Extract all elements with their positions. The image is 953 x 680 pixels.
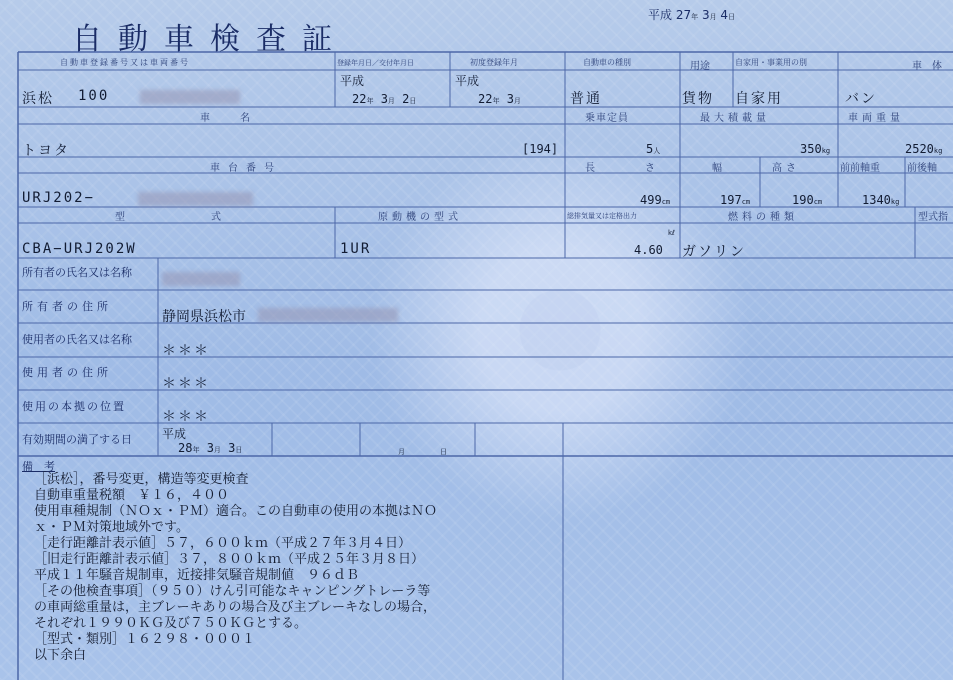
issue-month: 3: [701, 8, 710, 22]
body-shape-value: バン: [845, 91, 877, 107]
body-shape-label: 車 体: [912, 61, 942, 72]
issue-era: 平成: [648, 8, 673, 22]
registration-number-label: 自動車登録番号又は車両番号: [60, 58, 190, 67]
user-name-label: 使用者の氏名又は名称: [22, 333, 132, 346]
user-address-label: 使用者の住所: [22, 366, 112, 379]
month-unit: 月: [213, 446, 221, 454]
private-value: 自家用: [735, 91, 783, 107]
remarks-line: 自動車重量税額 ￥１６，４００: [34, 488, 230, 503]
max-load-unit: kg: [821, 147, 831, 155]
fuel-type-label: 燃料の種類: [728, 212, 798, 223]
width-number: 197: [720, 193, 742, 207]
remarks-line: ［浜松］，番号変更，構造等変更検査: [34, 472, 249, 487]
maker: トヨタ: [22, 143, 70, 159]
month-unit: 月: [709, 13, 717, 21]
length-unit: cm: [661, 198, 671, 206]
remarks-line: ｘ・ＰＭ対策地域外です。: [34, 520, 189, 535]
width-value: [720, 193, 750, 207]
rear-axle-label: 前後軸: [907, 163, 937, 174]
displacement-value: 4.60: [634, 243, 663, 257]
height-unit: cm: [813, 198, 823, 206]
reg-date: [352, 92, 416, 106]
remarks-block: [34, 472, 437, 664]
vehicle-weight-unit: kg: [933, 147, 943, 155]
max-load-label: 最大積載量: [700, 113, 770, 124]
chassis-label: 車台番号: [210, 163, 282, 174]
user-address-value: ＊＊＊: [162, 376, 210, 392]
displacement-label: 総排気量又は定格出力: [567, 212, 637, 220]
expiry-label: 有効期間の満了する日: [22, 433, 132, 446]
vehicle-weight-label: 車両重量: [848, 113, 904, 124]
front-axle-number: 1340: [862, 193, 891, 207]
issue-date: [648, 6, 735, 23]
expiry-date: [178, 441, 242, 455]
height-number: 190: [792, 193, 814, 207]
fuel-type-value: ガソリン: [682, 244, 746, 260]
plate-area: 浜松: [22, 91, 54, 107]
vehicle-name-label: 車 名: [200, 113, 250, 124]
expiry-day: 3: [228, 441, 236, 455]
first-era: 平成: [455, 74, 480, 88]
owner-name-label: 所有者の氏名又は名称: [22, 266, 132, 279]
reg-day: 2: [402, 92, 410, 106]
year-unit: 年: [366, 97, 374, 105]
private-business-label: 自家用・事業用の別: [735, 58, 807, 67]
remarks-line: ［旧走行距離計表示値］３７，８００ｋｍ（平成２５年３月８日）: [34, 552, 425, 567]
day-unit: 日: [409, 97, 417, 105]
max-load-number: 350: [800, 142, 822, 156]
remarks-label: 備 考: [22, 460, 55, 473]
redacted-chassis-serial: [138, 192, 253, 206]
month-unit: 月: [513, 97, 521, 105]
issue-year: 27: [675, 8, 692, 22]
first-year: 22: [478, 92, 493, 106]
owner-address-value: 静岡県浜松市: [162, 309, 246, 325]
plate-class: 100: [78, 88, 110, 104]
first-month: 3: [506, 92, 514, 106]
issue-day: 4: [720, 8, 729, 22]
user-name-value: ＊＊＊: [162, 343, 210, 359]
width-label: 幅: [712, 163, 723, 174]
capacity-unit: 人: [653, 147, 661, 155]
reg-year: 22: [352, 92, 367, 106]
vehicle-kind: 普通: [570, 91, 602, 107]
year-unit: 年: [492, 97, 500, 105]
use-value: 貨物: [682, 91, 714, 107]
base-location-value: ＊＊＊: [162, 409, 210, 425]
day-unit: 日: [728, 13, 736, 21]
chassis-number: URJ202−: [22, 190, 96, 206]
engine-type-label: 原動機の型式: [378, 212, 462, 223]
length-value: [640, 193, 670, 207]
front-axle-label: 前前軸重: [840, 163, 880, 174]
height-value: [792, 193, 822, 207]
redacted-owner-address: [258, 308, 398, 322]
width-unit: cm: [741, 198, 751, 206]
registration-date-label: 登録年月日／交付年月日: [337, 59, 414, 67]
month-unit: 月: [387, 97, 395, 105]
reg-era: 平成: [340, 74, 365, 88]
year-unit: 年: [691, 13, 699, 21]
model-designation-label: 型式指: [918, 212, 948, 223]
remarks-line: 平成１１年騒音規制車，近接排気騒音規制値 ９６ｄＢ: [34, 568, 360, 583]
model-label: 型 式: [115, 212, 235, 223]
first-registration-date: [478, 92, 521, 106]
remarks-line: 使用車種規制（ＮＯｘ・ＰＭ）適合。この自動車の使用の本拠はＮＯ: [34, 504, 438, 519]
owner-address-label: 所有者の住所: [22, 300, 112, 313]
day-unit: 日: [235, 446, 243, 454]
expiry-month: 3: [206, 441, 214, 455]
engine-type-value: 1UR: [340, 241, 372, 257]
remarks-line: ［その他検査事項］（９５０）けん引可能なキャンピングトレーラ等: [34, 584, 431, 599]
redacted-owner-name: [162, 272, 240, 286]
vehicle-kind-label: 自動車の種別: [583, 58, 631, 67]
max-load-value: [800, 142, 830, 156]
vehicle-weight-value: [905, 142, 942, 156]
remarks-line: それぞれ１９９０ＫＧ及び７５０ＫＧとする。: [34, 616, 308, 631]
reg-month: 3: [380, 92, 388, 106]
length-label: 長さ: [585, 163, 705, 174]
remarks-line: の車両総重量は，主ブレーキありの場合及び主ブレーキなしの場合，: [34, 600, 436, 615]
base-location-label: 使用の本拠の位置: [22, 400, 126, 413]
front-axle-unit: kg: [890, 198, 900, 206]
document-title: 自動車検査証: [72, 22, 348, 57]
expiry-era: 平成: [162, 427, 187, 441]
blank-month: 月: [398, 448, 405, 456]
blank-day: 日: [440, 448, 447, 456]
model-value: CBA−URJ202W: [22, 241, 137, 257]
first-registration-label: 初度登録年月: [470, 58, 518, 67]
redacted-plate-number: [140, 90, 240, 104]
displacement-unit: kℓ: [668, 229, 675, 237]
remarks-line: ［走行距離計表示値］５７，６００ｋｍ（平成２７年３月４日）: [34, 536, 412, 551]
remarks-line: 以下余白: [34, 648, 87, 663]
capacity-number: 5: [646, 142, 654, 156]
use-label: 用途: [690, 61, 710, 72]
length-number: 499: [640, 193, 662, 207]
capacity-value: [646, 142, 660, 156]
vehicle-weight-number: 2520: [905, 142, 934, 156]
expiry-year: 28: [178, 441, 193, 455]
height-label: 高さ: [772, 163, 800, 174]
front-axle-value: [862, 193, 899, 207]
maker-code: [194]: [522, 142, 559, 156]
remarks-line: ［型式・類別］１６２９８・０００１: [34, 632, 256, 647]
capacity-label: 乗車定員: [585, 113, 629, 124]
year-unit: 年: [192, 446, 200, 454]
